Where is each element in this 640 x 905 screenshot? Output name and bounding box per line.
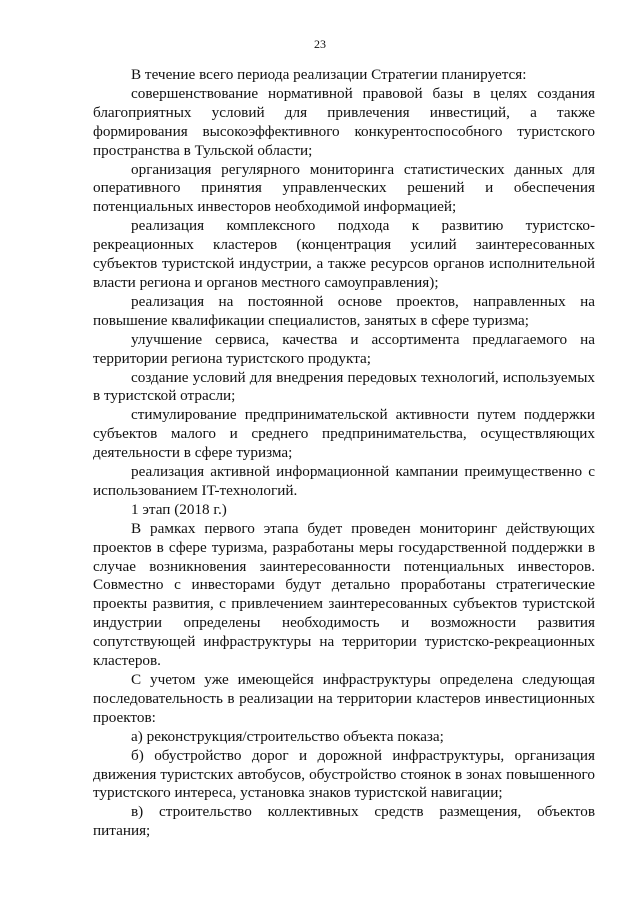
- paragraph-stage-description: В рамках первого этапа будет проведен мониторинг действующих проектов в сфере туризма, разработаны меры государственной поддержки в случае возникновения заинтересованности потенциальных инвесторов. Совместно с инвесторами будут детально проработаны стратегические проекты развития, с привлечением заинтересованных субъектов туристской индустрии определены необходимость и возможности развития сопутствующей инфраструктуры на территории туристско-рекреационных кластеров.: [93, 519, 595, 670]
- paragraph-legal-base: совершенствование нормативной правовой базы в целях создания благоприятных условий для привлечения инвестиций, а также формирования высокоэффективного конкурентоспособного туристского пространства в Тульской области;: [93, 84, 595, 159]
- paragraph-entrepreneurship: стимулирование предпринимательской активности путем поддержки субъектов малого и среднего предпринимательства, осуществляющих деятельности в сфере туризма;: [93, 406, 595, 462]
- document-body: [93, 66, 595, 841]
- list-item-b: б) обустройство дорог и дорожной инфраструктуры, организация движения туристских автобусов, обустройство стоянок в зонах повышенного туристского интереса, установка знаков туристской навигации;: [93, 746, 595, 802]
- paragraph-qualification: реализация на постоянной основе проектов, направленных на повышение квалификации специалистов, занятых в сфере туризма;: [93, 292, 595, 329]
- paragraph-service-quality: улучшение сервиса, качества и ассортимента предлагаемого на территории региона туристского продукта;: [93, 330, 595, 367]
- paragraph-monitoring: организация регулярного мониторинга статистических данных для оперативного принятия управленческих решений и обеспечения потенциальных инвесторов необходимой информацией;: [93, 160, 595, 216]
- paragraph-stage-heading: 1 этап (2018 г.): [131, 500, 227, 518]
- paragraph-strategy-intro: В течение всего периода реализации Стратегии планируется:: [131, 66, 527, 83]
- list-item-a: а) реконструкция/строительство объекта показа;: [131, 727, 444, 745]
- page-number: 23: [314, 37, 326, 51]
- paragraph-cluster-approach: реализация комплексного подхода к развитию туристско-рекреационных кластеров (концентрация усилий заинтересованных субъектов туристской индустрии, а также ресурсов органов исполнительной власти региона и органов местного самоуправления);: [93, 217, 595, 291]
- paragraph-technologies: создание условий для внедрения передовых технологий, используемых в туристской отрасли;: [93, 368, 595, 405]
- list-item-c: в) строительство коллективных средств размещения, объектов питания;: [93, 803, 595, 840]
- paragraph-info-campaign: реализация активной информационной кампании преимущественно с использованием IT-технологий.: [93, 463, 595, 499]
- paragraph-sequence-intro: С учетом уже имеющейся инфраструктуры определена следующая последовательность в реализации на территории кластеров инвестиционных проектов:: [93, 671, 595, 726]
